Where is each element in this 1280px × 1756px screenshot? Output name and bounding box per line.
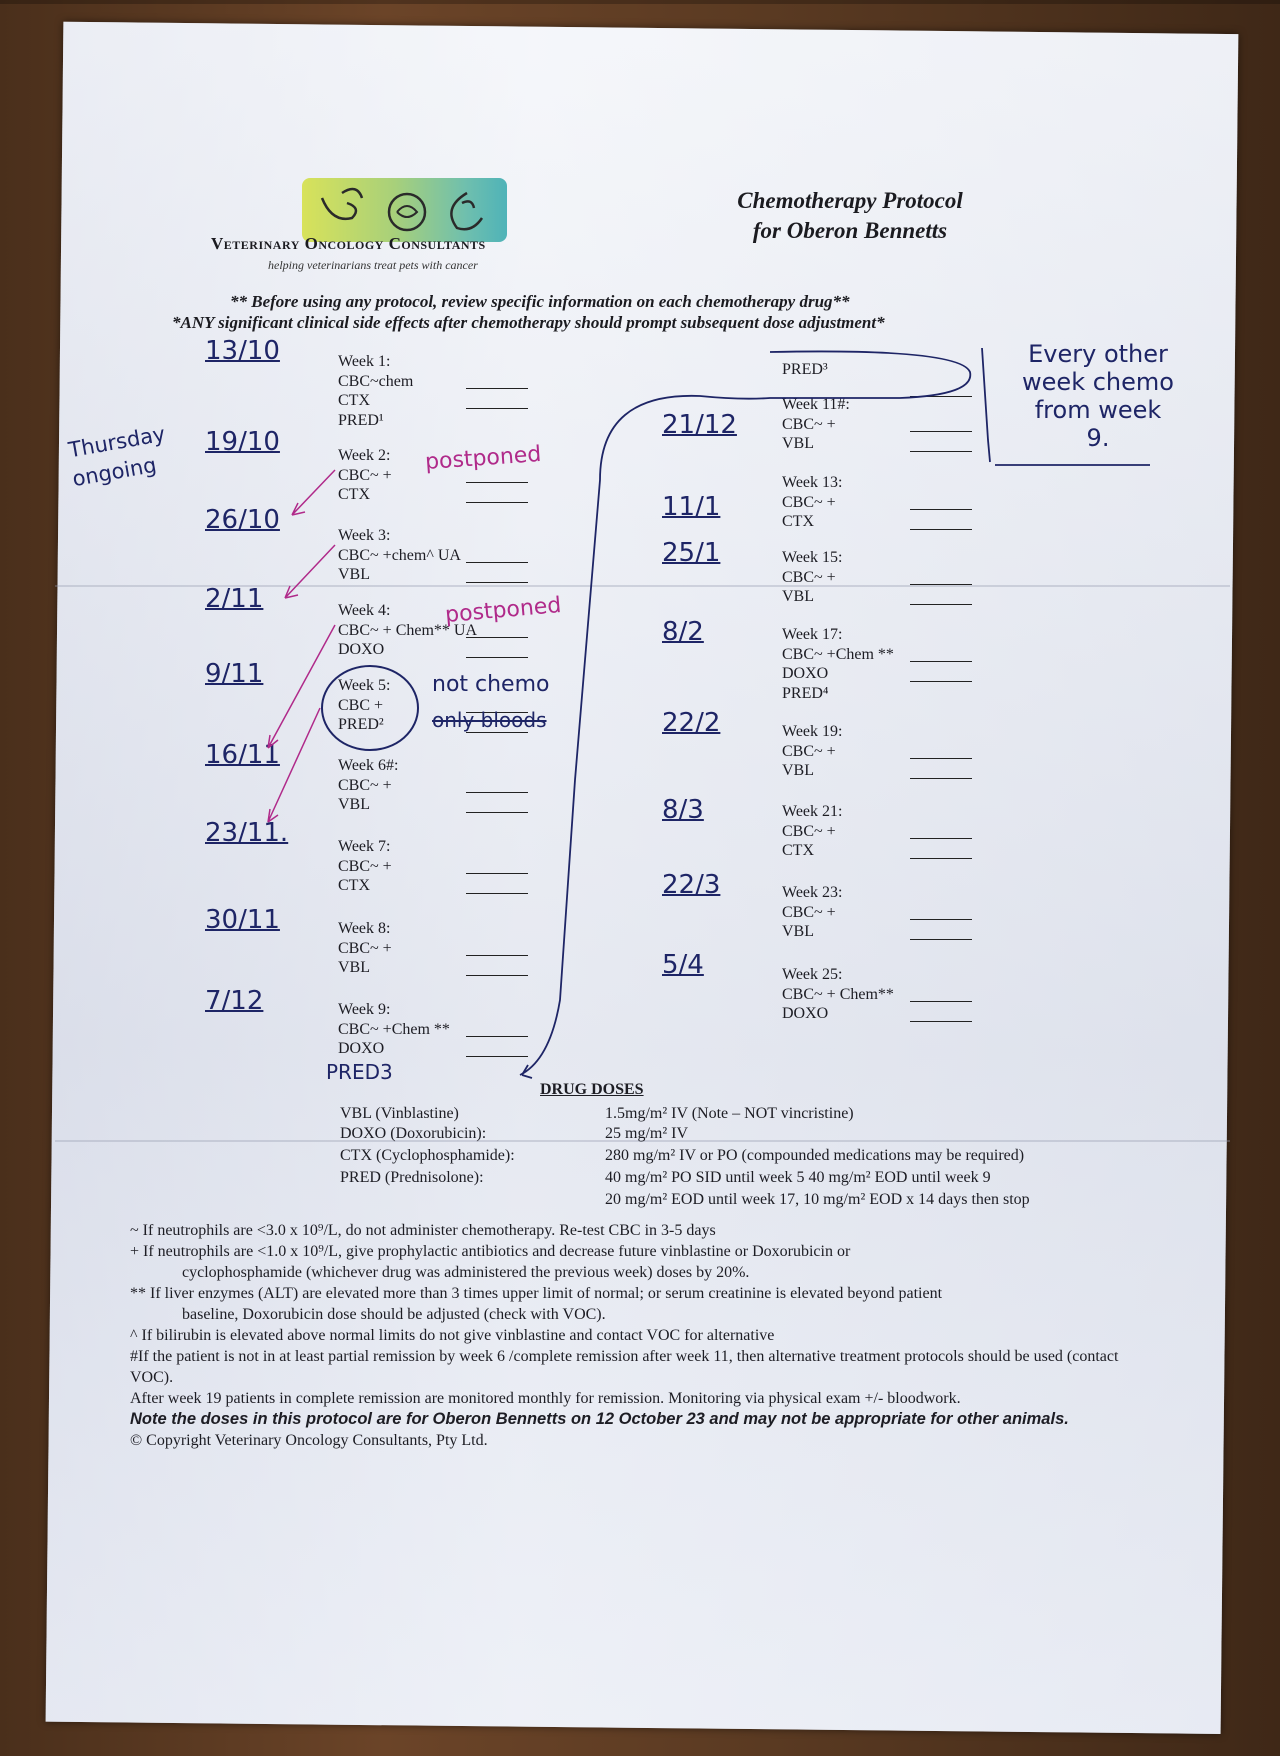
note-neutrophils-1: + If neutrophils are <1.0 x 10⁹/L, give prophylactic antibiotics and decrease future vinblastine or Doxorubicin or — [130, 1243, 851, 1260]
arrow-postpone-1 — [292, 470, 335, 515]
title-line1: Chemotherapy Protocol — [737, 188, 963, 213]
week-drug-line: VBL — [338, 959, 370, 976]
handwritten-date: 2/11 — [205, 584, 264, 614]
title-line2: for Oberon Bennetts — [752, 218, 948, 243]
week-title: Week 17: — [782, 626, 843, 643]
week-drug-line: CBC~chem — [338, 372, 414, 390]
week-drug-line: CBC~ + Chem** — [782, 985, 894, 1003]
week-title: Week 19: — [782, 723, 843, 740]
week-drug-line: VBL — [338, 796, 370, 813]
week-title: Week 9: — [338, 1001, 391, 1018]
week-title: Week 4: — [338, 602, 391, 619]
week-drug-line: CTX — [338, 486, 370, 503]
dose-drug-name: DOXO (Doxorubicin): — [340, 1125, 487, 1142]
week-title: Week 11#: — [782, 396, 850, 413]
note-bilirubin: ^ If bilirubin is elevated above normal limits do not give vinblastine and contact VOC for alternative — [130, 1327, 775, 1344]
week-drug-line: CTX — [338, 877, 370, 894]
note-remission: #If the patient is not in at least partial remission by week 6 /complete remission after week 11, then alternative treatment protocols should be used (contact VOC). — [130, 1348, 1119, 1386]
handwritten-date: 22/3 — [662, 870, 721, 900]
warning-review: ** Before using any protocol, review specific information on each chemotherapy drug** — [230, 292, 850, 311]
week-title: Week 23: — [782, 884, 843, 901]
copyright: © Copyright Veterinary Oncology Consultants, Pty Ltd. — [130, 1432, 488, 1449]
arrow-postpone-3 — [268, 625, 335, 748]
dose-drug-name: PRED (Prednisolone): — [340, 1169, 484, 1186]
handwritten-date: 19/10 — [205, 427, 280, 457]
dose-amount: 280 mg/m² IV or PO (compounded medications may be required) — [605, 1147, 1025, 1164]
week-drug-line: VBL — [782, 923, 814, 940]
week-drug-line: CBC~ + — [338, 466, 392, 484]
week-title: Week 2: — [338, 447, 391, 464]
note-line: Every other — [1028, 340, 1168, 368]
week-title: Week 13: — [782, 474, 843, 491]
week-drug-line: DOXO — [782, 665, 829, 682]
handwritten-date: 22/2 — [662, 708, 721, 738]
week-title: Week 15: — [782, 549, 843, 566]
drug-doses-heading: DRUG DOSES — [540, 1081, 644, 1098]
footnotes — [130, 1220, 1120, 1451]
week-title: Week 3: — [338, 527, 391, 544]
week-title: Week 8: — [338, 920, 391, 937]
week-drug-line: CBC~ +Chem ** — [782, 645, 894, 663]
week-drug-line: CTX — [338, 392, 370, 409]
week-drug-line: CBC~ + — [782, 493, 836, 511]
note-ongoing: ongoing — [70, 452, 159, 492]
handwritten-date: 7/12 — [205, 986, 264, 1016]
brand-name: Veterinary Oncology Consultants — [211, 234, 486, 253]
note-line: week chemo — [1022, 368, 1174, 396]
week-drug-line: CBC~ + — [782, 903, 836, 921]
note-week19: After week 19 patients in complete remission are monitored monthly for remission. Monitoring via physical exam +/- bloodwork. — [130, 1390, 961, 1407]
week-title: Week 25: — [782, 966, 843, 983]
note-liver-cont: baseline, Doxorubicin dose should be adjusted (check with VOC). — [182, 1306, 606, 1323]
week-title: Week 1: — [338, 353, 391, 370]
handwritten-date: 8/2 — [662, 617, 704, 647]
arrow-postpone-2 — [285, 545, 335, 598]
dose-drug-name: CTX (Cyclophosphamide): — [340, 1147, 515, 1164]
week-drug-line: PRED² — [338, 716, 384, 733]
dose-amount: 20 mg/m² EOD until week 17, 10 mg/m² EOD x 14 days then stop — [605, 1191, 1030, 1208]
week-drug-line: CBC~ + Chem** UA — [338, 621, 478, 639]
note-postponed-week2: postponed — [424, 441, 543, 476]
warning-side-effects: *ANY significant clinical side effects after chemotherapy should prompt subsequent dose adjustment* — [172, 313, 885, 332]
handwritten-date: 16/11 — [205, 740, 280, 770]
handwritten-date: 13/10 — [205, 336, 280, 366]
week-drug-line: PRED⁴ — [782, 684, 829, 702]
week-drug-line: VBL — [338, 566, 370, 583]
handwritten-date: 9/11 — [205, 659, 264, 689]
week-drug-line: CBC~ + — [338, 857, 392, 875]
note-line: 9. — [1086, 424, 1110, 452]
week-title: Week 21: — [782, 803, 843, 820]
arrow-postpone-4 — [268, 708, 320, 822]
week-drug-line: CBC~ + — [782, 568, 836, 586]
note-neutrophils-1-cont: cyclophosphamide (whichever drug was administered the previous week) doses by 20%. — [182, 1264, 750, 1281]
handwritten-date: 5/4 — [662, 950, 704, 980]
note-postponed-week4: postponed — [444, 592, 563, 629]
dose-amount: 40 mg/m² PO SID until week 5 40 mg/m² EOD until week 9 — [605, 1169, 991, 1186]
week-drug-line: CBC~ +Chem ** — [338, 1020, 450, 1038]
handwritten-date: 25/1 — [662, 538, 721, 568]
week-title: Week 6#: — [338, 757, 399, 774]
week-drug-line: DOXO — [782, 1005, 829, 1022]
week-drug-line: CBC~ + — [782, 742, 836, 760]
handwritten-date: 8/3 — [662, 795, 704, 825]
week-drug-line: DOXO — [338, 1040, 385, 1057]
week-drug-line: CBC + — [338, 696, 384, 714]
week-drug-line: PRED¹ — [338, 411, 384, 429]
week-drug-line: VBL — [782, 435, 814, 452]
note-not-chemo: not chemo — [432, 672, 550, 697]
week-drug-line: VBL — [782, 588, 814, 605]
pred3-loop-line — [520, 351, 970, 1075]
week-drug-line: VBL — [782, 762, 814, 779]
week-drug-line: CBC~ + — [338, 939, 392, 957]
handwritten-date: 26/10 — [205, 505, 280, 535]
week-drug-line: CBC~ +chem^ UA — [338, 546, 461, 564]
week-drug-line: CBC~ + — [782, 415, 836, 433]
note-thursday: Thursday — [66, 421, 167, 463]
week-drug-line: DOXO — [338, 641, 385, 658]
week-drug-line: CBC~ + — [338, 776, 392, 794]
week-drug-line: CTX — [782, 513, 814, 530]
week-title: Week 7: — [338, 838, 391, 855]
note-doses-specific: Note the doses in this protocol are for Oberon Bennetts on 12 October 23 and may not be appropriate for other animals. — [130, 1410, 1069, 1428]
week-drug-line: CBC~ + — [782, 822, 836, 840]
handwritten-date: 21/12 — [662, 410, 737, 440]
note-line: from week — [1034, 396, 1162, 424]
note-neutrophils-3: ~ If neutrophils are <3.0 x 10⁹/L, do not administer chemotherapy. Re-test CBC in 3-5 days — [130, 1222, 716, 1239]
dose-amount: 1.5mg/m² IV (Note – NOT vincristine) — [605, 1105, 854, 1122]
dose-amount: 25 mg/m² IV — [605, 1125, 689, 1142]
week-title: PRED³ — [782, 361, 828, 378]
week-drug-line: CTX — [782, 842, 814, 859]
bracket — [982, 348, 990, 462]
note-pred3: PRED3 — [326, 1060, 393, 1084]
handwritten-date: 30/11 — [205, 905, 280, 935]
week5-circle — [322, 666, 418, 750]
tagline: helping veterinarians treat pets with cancer — [268, 258, 478, 272]
week-title: Week 5: — [338, 677, 391, 694]
handwritten-date: 11/1 — [662, 492, 721, 522]
note-only-bloods: only bloods — [432, 708, 547, 732]
dose-drug-name: VBL (Vinblastine) — [340, 1105, 459, 1122]
handwritten-date: 23/11. — [205, 818, 289, 848]
note-liver: ** If liver enzymes (ALT) are elevated more than 3 times upper limit of normal; or serum creatinine is elevated beyond patient — [130, 1285, 943, 1302]
